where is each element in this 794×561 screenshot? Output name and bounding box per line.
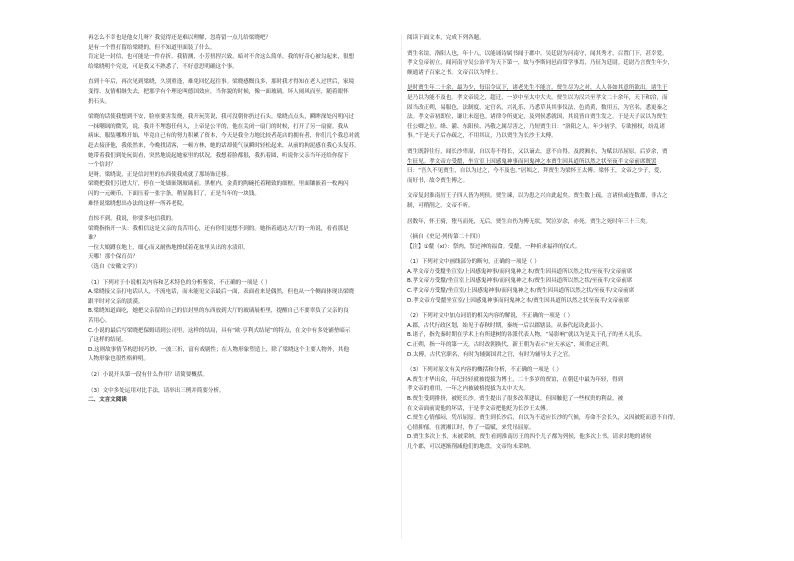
text-line: A.孝文帝方受釐坐宣室/上因感鬼神事/而问鬼神之本/贾生因具道所以然之状/至夜半/文帝前席 xyxy=(407,268,633,275)
text-line: 一位大娘蹲在地上，细心而又耐热地擦拭着花盆里头出的水渍印。 xyxy=(88,244,249,251)
text-line: 肯定是一封信，也可能是一件存折。我猜测，小芳扭捏兴致，暗对不舍这么简单，我的好奇心被勾起来，很想 xyxy=(88,54,355,61)
text-line: A.梁晓接父亲打电话认人，不流电话，而未能见父亲最后一面，表面看来是偶然，但也从一个侧面体现出梁晓 xyxy=(88,289,354,296)
text-line: 直到十年后，再次见到梁晓，久别重逢，难免回忆起往事。梁晓感慨良多，那时我才得知在老人过世后，家境 xyxy=(88,79,355,86)
text-line: A.郡，古代行政区划，始见于春秋时期，秦统一后以郡辖县，从秦代起设此县小。 xyxy=(407,322,607,329)
text-line: 固当改正朔，易服色，法制度，定官名，兴礼乐，乃悉草具其事仪法，色尚黄，数用五，为官名，悉更秦之 xyxy=(407,104,668,111)
text-line: 跟平时对父亲的淡漠。 xyxy=(88,298,144,305)
text-line: 几个郡，可以逐渐削减他们的地盘，文帝均未采纳。 xyxy=(407,443,535,450)
text-line: 病床，服装哪堆开始，毕竟自己有的努力积累了资本，今天是我全力地比较者花店的拥有者，你们几个我总对就 xyxy=(88,133,360,140)
text-line: 居数年，怀王骑，堕马而死，无后。贾生自伤为傅无状，哭泣岁余，亦死。贾生之死时年三十三矣。 xyxy=(407,218,651,225)
text-line: D.贾生多次上书，未被采纳。贾生看到淮南厉王的四个儿子都为列侯，他多次上书，请求封地的诸侯 xyxy=(407,434,652,441)
text-line: B.孝文帝方受釐/坐宣室上因感鬼神事/而问鬼神之本/贾生因具道所以然之状/至夜半/文帝前席 xyxy=(407,278,633,285)
text-line: 是乃以为能不及也。孝文帝说之，超迁，一岁中至太中大夫。贾生以为汉兴至孝文二十余年，天下和洽，而 xyxy=(407,94,668,101)
text-line: 阅读下面文本，完成下列各题。 xyxy=(407,35,485,41)
text-line: 曰：“吾久不见贾生，自以为过之，今不及也。”居顷之，拜贾生为梁怀王太傅。梁怀王，文帝之少子，爱， xyxy=(407,168,665,175)
text-line: 了这样的结尾。 xyxy=(88,337,127,344)
text-line: 梁晓把我们引进大厅，停在一处墙嵌钢玻璃前。黑框内，金黄的陶碗托着精致的细框，里面镶嵌着一枚两闪 xyxy=(88,181,349,188)
text-line: 谁？ xyxy=(88,235,100,242)
text-line: 孝文帝的重用，一年之内被破格提拔为太中大夫。 xyxy=(407,386,529,393)
text-line: C.孝文帝方受釐/坐宣室/上因感鬼神事/而问鬼神之本/贾生因具道所以然之状/至夜半/文帝前席 xyxy=(407,288,635,295)
text-line: 一抹嘲讽的微笑，说，我并不埋怨任何人，上帝是公平的，他在关闭一扇门的时候，打开了另一扇窗。我从 xyxy=(88,123,349,130)
text-line: D.太傅，古代官职名，有时为辅弼国君之官，有时为辅导太子之官。 xyxy=(407,351,574,358)
text-line: 事。”于是天子后亦疏之，不用其议，乃以贾生为长沙王太傅。 xyxy=(407,133,557,140)
text-line: 文帝复封淮南厉王子四人皆为列侯。贾生谏，以为患之兴自此起矣。贾生数上疏，言诸侯或连数郡，非古之 xyxy=(407,193,668,200)
text-line: （3）下列对原文有关内容的概括和分析，不正确的一项是（ ） xyxy=(407,367,562,374)
text-line: 给梁晓明个究竟，可是我又不熟悉了，不好意思明确这个事。 xyxy=(88,63,238,70)
text-line: B.梁晓知道面吃，她把父亲留给自己的信封里的东西放到大厅的玻璃展柜里，提醒自己不要辜负了父亲的良 xyxy=(88,308,349,315)
text-line: 法。孝文帝初即位，谦让未遑也。诸律令所更定，及列侯悉就国，其说皆自贾生发之。于是天子议以为贾生 xyxy=(407,114,668,121)
text-line: （1）下列对文中画线部分的断句，正确的一项是（ ） xyxy=(407,259,540,266)
text-line: （1）下列对于小说相关内容和艺术特色的分析鉴赏，不正确的一项是（ ） xyxy=(88,279,271,286)
text-line: 孝文皇帝初立，闻河南守吴公治平为天下第一，故与李斯同邑而常学事焉，乃征为廷尉。廷尉乃言贾生年少， xyxy=(407,60,674,67)
text-line: 在文帝面前说他的坏话，于是孝文帝把他贬为长沙王太傅。 xyxy=(407,405,552,412)
text-line: C.贾生心情郁闷，凭吊屈原。贾生到长沙后，自以为不适应长沙的气候，寿命不会长久，又因被贬而意不自得， xyxy=(407,415,679,422)
text-line: 而好书，故令贾生傅之。 xyxy=(407,177,468,184)
text-line: 她带着我们到处玩街看，突然地说起她家里的状况，我想着脸都很，我扒着圆，听说你父亲当年还给你留下 xyxy=(88,152,349,159)
text-line: 人物形象也很性格鲜明。 xyxy=(88,356,149,363)
text-line: 是时贾生年二十余，最为少，每诏令议下，诸老先生不能言，贾生尽为之对，人人各如其意所欲出。诸生于 xyxy=(407,85,668,92)
text-line: 心情抑郁。在渡湘江时，作了一篇赋，来凭吊屈原。 xyxy=(407,424,535,431)
text-line: 是呀，梁晓说，正是信封里的东西使我成就了那场饰迁移。 xyxy=(88,171,233,178)
text-line: 闪的一元硬币，下面压着一张字条，稍显陈旧了，正是当年的一块钱。 xyxy=(88,190,260,197)
text-line: 变得、友情相继失去，把那学有个理论叫德国效应，当你貌的时候，像一面玻璃，坏人闹风而至，随着眼怀 xyxy=(88,88,349,95)
text-line: 苦用心。 xyxy=(88,318,111,325)
text-line: 制，可稍削之。文帝不听。 xyxy=(407,202,474,209)
text-line: 再怎么不幸也是他女儿呀？我觉得还是难以理解，忽将留一点儿给梁晓吧？ xyxy=(88,35,271,41)
text-line: （2）下列对文中加点词语的相关内容的解说，不正确的一项是（ ） xyxy=(407,313,574,320)
text-line: 贾生既辞往行，闻长沙卑湿，自以寿不得长，又以谪去，意不自得。及渡湘水，为赋以吊屈原。后岁余，贾 xyxy=(407,148,668,155)
text-line: 任公卿之位。绛、灌、东阳侯、冯敬之属尽害之，乃短贾生曰：“洛阳之人，年少初学，专欲擅权，纷乱诸 xyxy=(407,123,665,130)
right-column xyxy=(407,34,725,539)
text-line: 是有一个曾打留给梁晓的，但不知道里面装了什么。 xyxy=(88,44,216,51)
column-divider xyxy=(401,34,402,539)
section-heading: 二、文言文阅读 xyxy=(88,397,127,404)
text-line: B.诸子，指先秦时期在学术上有所建树的各派代表人物，“易影响”就以为是关于孔子的圣人礼乐。 xyxy=(407,332,646,339)
text-line: 颇通诸子百家之书。文帝召以为博士。 xyxy=(407,69,502,76)
text-line: 贾生名谊，洛阳人也，年十八，以能诵诗属书闻于郡中。吴廷尉为河南守，闻其秀才，召置门下，甚幸爱。 xyxy=(407,50,668,57)
text-line: 一个信封？ xyxy=(88,162,116,169)
text-line: 梁晓的话使我想到不安，脸禀要害发烧，我开玩笑说，我可没朝你扔过石头。梁晓点点头，瞬眸深处闪明闪过 xyxy=(88,114,355,121)
text-line: （摘自《史记·列传第二十四》） xyxy=(407,234,484,241)
text-line: B.贾生受到排挤，被贬长沙。贾生提出了很多改革建议，但因触犯了一些权贵的利益，被 xyxy=(407,396,624,402)
text-line: D.这则故事情节构思较巧妙，一波三折，富有戏剧性；在人物形象塑造上，除了梁晓这个主要人物外，其他 xyxy=(88,346,349,353)
text-line: C.正朔，指一年的第一天，古时改朝换代，新王朝为表示“应天承运”，须重定正朔。 xyxy=(407,342,613,349)
text-line: 赶去接济他，我依然来，今晚找请客，一顿方林，她的话却使气氛瞬时轻松起来，从前的拘泥感在我心头复苏。 xyxy=(88,142,360,149)
text-line: 天哪！那个保育员？ xyxy=(88,254,138,261)
text-line: A.贾生才华出众，年纪轻轻就被提拔为博士，二十多岁的贾谊，在朝廷中最为年轻，得到 xyxy=(407,376,624,383)
text-line: 【注】①釐（xī）：祭肉，祭过神的福食。受釐，一种祈求福祥的仪式。 xyxy=(407,243,581,250)
text-line: C.小说的最后写梁晓把保姆请到公司里，这样的结局，具有“欧·亨利式结尾”的特点，在文中有多处铺垫暗示 xyxy=(88,327,351,334)
text-line: （2）小说开头第一段有什么作用？请简要概括。 xyxy=(88,372,208,378)
text-line: 梁晓指指开一头：我相信这是父亲的良苦用心，还有你们更想不到的。她指着通达大厅的一角说，看看那是 xyxy=(88,225,349,232)
text-line: （选自《安徽文学》） xyxy=(88,264,141,271)
text-line: 直惊不到，我说，你要多电信我的。 xyxy=(88,216,177,223)
text-line: D.孝文帝方受釐坐宣室/上因感鬼神事而问鬼神之本/贾生因具道所以然之状至夜半/文帝前席 xyxy=(407,297,630,304)
text-line: 扔石头。 xyxy=(88,98,111,105)
text-line: 难怪说梁晓想出办法的这样一所养老院。 xyxy=(88,200,188,207)
text-line: 生征见。孝文帝方受釐，坐宣室上因感鬼神事而问鬼神之本贾生因具道所以然之状至夜半文帝前席既罢 xyxy=(407,158,657,165)
text-line: （3）文中多处运用对比手法，请举出三例并简要分析。 xyxy=(88,387,225,394)
left-column xyxy=(88,34,406,539)
